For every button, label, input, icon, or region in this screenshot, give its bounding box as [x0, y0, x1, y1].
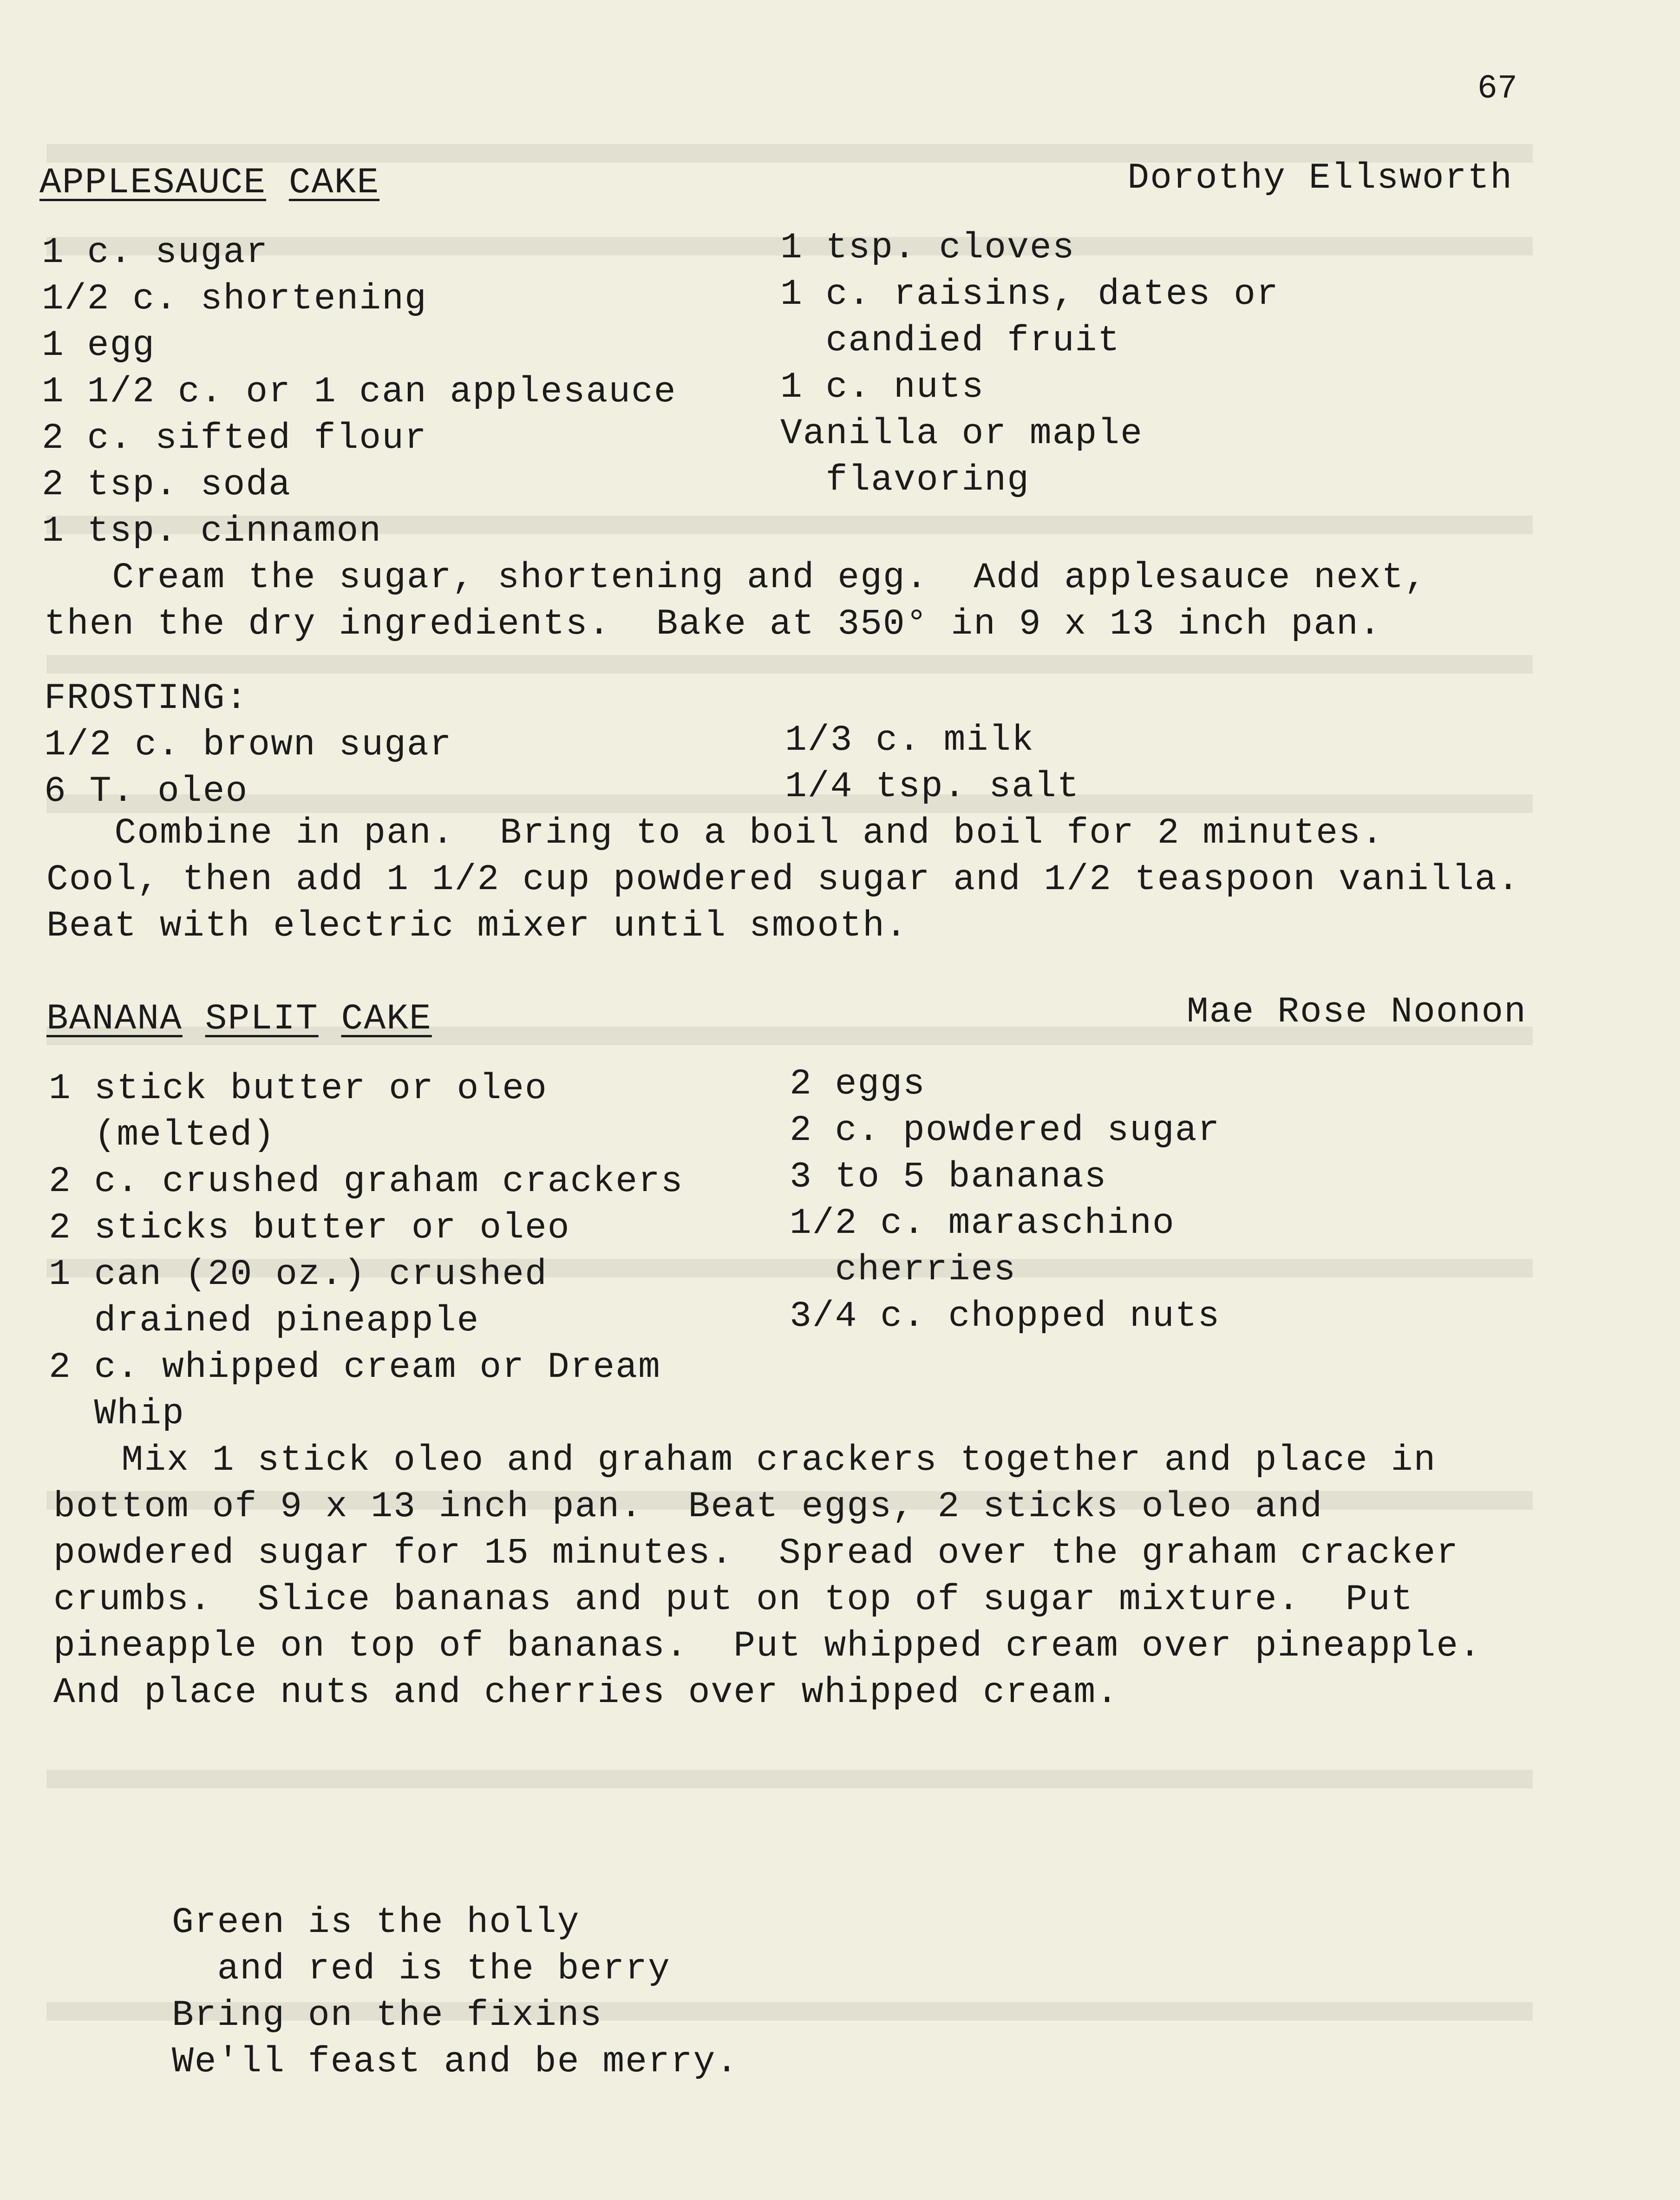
- ingredient: 1/2 c. brown sugar: [44, 725, 452, 766]
- directions-line: Combine in pan. Bring to a boil and boil for 2 minutes.: [46, 813, 1384, 854]
- recipe-author: Dorothy Ellsworth: [1127, 158, 1513, 199]
- ingredient: 2 c. powdered sugar: [790, 1110, 1221, 1151]
- ingredient: 1 tsp. cinnamon: [42, 511, 382, 552]
- ingredient: 1 can (20 oz.) crushed: [49, 1254, 548, 1295]
- ingredient: 2 sticks butter or oleo: [49, 1208, 570, 1249]
- directions-line: crumbs. Slice bananas and put on top of sugar mixture. Put: [53, 1579, 1414, 1620]
- ingredient: cherries: [790, 1250, 1017, 1290]
- ingredient: (melted): [49, 1115, 276, 1156]
- ingredient: Vanilla or maple: [780, 413, 1143, 454]
- directions-line: Mix 1 stick oleo and graham crackers together and place in: [53, 1440, 1437, 1481]
- ingredient: 1/2 c. maraschino: [790, 1203, 1175, 1244]
- poem-line: Green is the holly: [172, 1902, 580, 1943]
- ingredient: 1 c. sugar: [42, 232, 269, 273]
- poem-line: We'll feast and be merry.: [172, 2042, 739, 2082]
- ingredient: drained pineapple: [49, 1301, 480, 1342]
- directions-line: bottom of 9 x 13 inch pan. Beat eggs, 2 sticks oleo and: [53, 1486, 1323, 1527]
- ingredient: 3 to 5 bananas: [790, 1157, 1107, 1198]
- ingredient: 1/3 c. milk: [785, 720, 1034, 761]
- ingredient: 1 c. nuts: [780, 367, 985, 408]
- ingredient: 1 egg: [42, 325, 156, 366]
- ingredient: 1 c. raisins, dates or: [780, 274, 1279, 315]
- ingredient: 1 tsp. cloves: [780, 228, 1075, 268]
- directions-line: And place nuts and cherries over whipped cream.: [53, 1672, 1119, 1713]
- ingredient: 2 c. sifted flour: [42, 418, 427, 459]
- title-word: BANANA: [46, 999, 183, 1040]
- poem-line: and red is the berry: [172, 1949, 671, 1990]
- directions-line: Beat with electric mixer until smooth.: [46, 906, 908, 947]
- title-word: APPLESAUCE: [39, 163, 267, 203]
- ingredient: 1/2 c. shortening: [42, 279, 427, 320]
- ingredient: 3/4 c. chopped nuts: [790, 1296, 1221, 1337]
- title-word: CAKE: [288, 163, 380, 203]
- directions-line: Cool, then add 1 1/2 cup powdered sugar and 1/2 teaspoon vanilla.: [46, 859, 1520, 900]
- ingredient: 2 c. whipped cream or Dream: [49, 1347, 661, 1388]
- ingredient: 6 T. oleo: [44, 771, 248, 812]
- poem-line: Bring on the fixins: [172, 1995, 603, 2036]
- recipe-title: [39, 165, 379, 201]
- title-word: SPLIT: [205, 999, 319, 1040]
- directions-line: pineapple on top of bananas. Put whipped cream over pineapple.: [53, 1626, 1482, 1667]
- ingredient: Whip: [49, 1394, 185, 1434]
- directions-line: then the dry ingredients. Bake at 350° in 9 x 13 inch pan.: [44, 604, 1382, 645]
- ingredient: 1/4 tsp. salt: [785, 766, 1080, 807]
- title-word: CAKE: [341, 999, 432, 1040]
- ingredient: candied fruit: [780, 321, 1121, 361]
- ingredient: 1 1/2 c. or 1 can applesauce: [42, 372, 677, 412]
- recipe-title: [46, 999, 432, 1040]
- ingredient: 1 stick butter or oleo: [49, 1068, 548, 1109]
- ingredient: 2 eggs: [790, 1064, 926, 1105]
- directions-line: powdered sugar for 15 minutes. Spread over the graham cracker: [53, 1533, 1459, 1574]
- ingredient: 2 tsp. soda: [42, 465, 291, 505]
- ingredient: flavoring: [780, 460, 1030, 501]
- directions-line: Cream the sugar, shortening and egg. Add applesauce next,: [44, 557, 1427, 598]
- page-number: 67: [1477, 70, 1517, 108]
- recipe-author: Mae Rose Noonon: [1186, 992, 1527, 1033]
- section-title: FROSTING:: [44, 678, 248, 719]
- ingredient: 2 c. crushed graham crackers: [49, 1161, 684, 1202]
